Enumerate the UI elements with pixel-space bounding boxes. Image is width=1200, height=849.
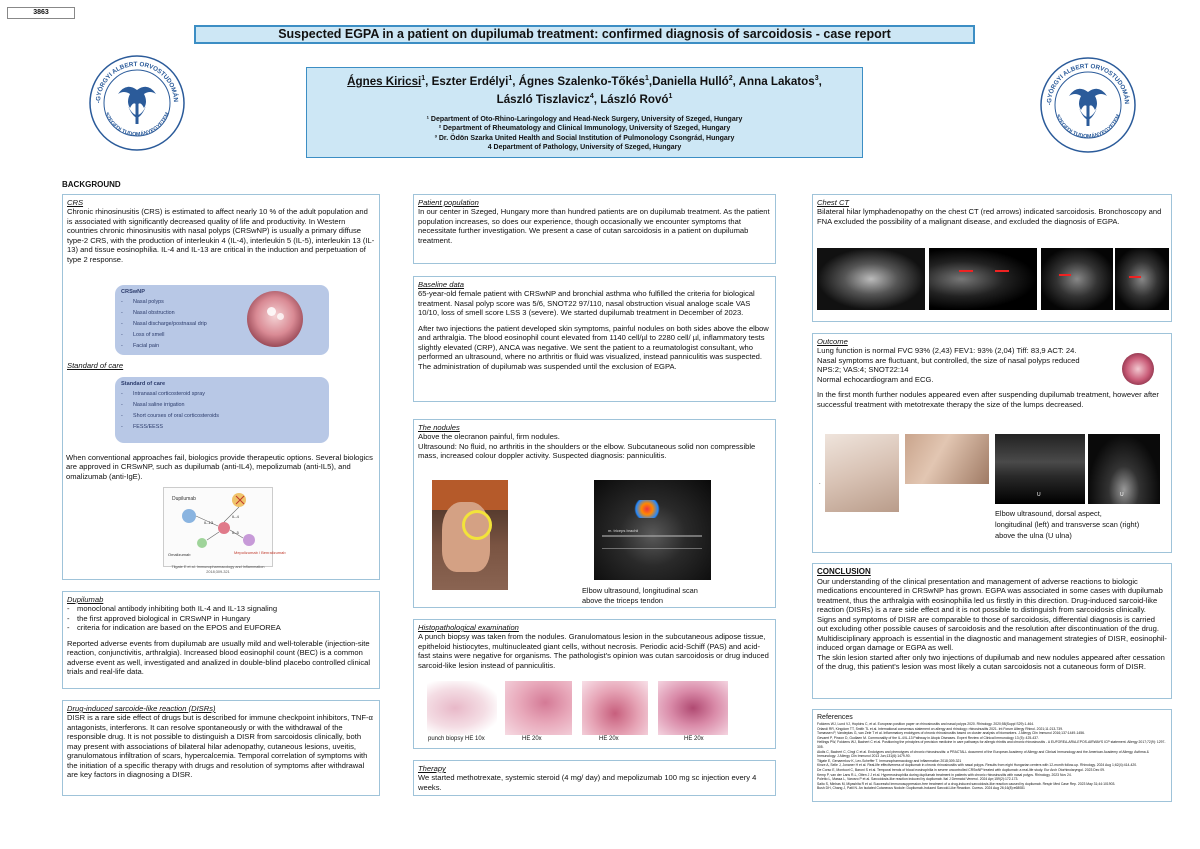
nodules-caption-1: Elbow ultrasound, longitudinal scan xyxy=(582,586,698,595)
outcome-line: Nasal symptoms are fluctuant, but controlled, the size of nasal polyps reduced xyxy=(817,355,1080,365)
histology-image-4 xyxy=(658,681,728,735)
ulna-label: U xyxy=(1037,492,1041,498)
label-il5: IL-5 xyxy=(232,530,239,535)
reference: Fokkens WJ, Lund VJ, Hopkins C, et al. European position paper on rhinosinusitis and nasal polyps 2020. Rhinology. 2020;58(Suppl S29):1-464. xyxy=(817,722,1035,726)
outcome-line: Normal echocardiogram and ECG. xyxy=(817,374,934,384)
nodules-text: Above the olecranon painful, firm nodules. xyxy=(418,432,560,442)
histology-image-3 xyxy=(582,681,648,735)
therapy-heading: Therapy xyxy=(418,764,446,773)
reference: Orlandi RR, Kingdom TT, Smith TL et al. International consensus statement on allergy and rhinology: rhinosinusitis 2021. Int Forum Allergy Rhinol. 2021;11:213-739. xyxy=(817,726,1064,731)
author-sep: , xyxy=(818,74,822,88)
arm-photo-2 xyxy=(905,434,989,484)
reference: Tilgate E, Genaemkov K, Lex-Scheffer T. Immunopharmacology and inflammation 2018;309-321 xyxy=(817,758,962,763)
sup: 2 xyxy=(728,75,733,82)
sup: 4 xyxy=(589,92,594,100)
dupilumab-heading: Dupilumab xyxy=(67,595,104,604)
affiliation: ¹ Department of Oto-Rhino-Laringology and Head-Neck Surgery, University of Szeged, Hungary xyxy=(426,115,743,123)
chest-ct-text: Bilateral hilar lymphadenopathy on the chest CT (red arrows) indicated sarcoidosis. Bronchoscopy and FNA excluded the possibility of a malignant disease, and excluded the diagnosis of EGPA. xyxy=(817,207,1162,226)
histology-image-2 xyxy=(505,681,572,735)
crswnp-item: - Nasal obstruction xyxy=(121,310,323,316)
endoscopy-image xyxy=(1122,353,1154,385)
author-3: , Ágnes Szalenko-Tőkés xyxy=(512,74,645,88)
therapy-box xyxy=(413,760,776,796)
population-text: In our center in Szeged, Hungary more than hundred patients are on dupilumab treatment. As the patient population increases, so does our experience, though occasionally we encounter symptoms that necessitate further investigation. We present a case of cutan sarcoidosis in a patient on dupilumab treatment. xyxy=(418,207,770,245)
soc-item: - Short courses of oral corticosteroids xyxy=(121,413,323,419)
ct-image-3 xyxy=(1041,248,1113,310)
crswnp-item: - Nasal discharge/postnasal drip xyxy=(121,321,323,327)
sup: 1 xyxy=(421,75,426,82)
reference: De Corso E, Montuori C, Baroni S et al. Temporal trends of blood eosinophilia in severe uncontrolled CRSwNP treated with dupilumab: a real-life study. Eur Arch Otorhinolaryngol. 2023 Dec 09. xyxy=(817,767,1105,772)
label-omalizumab: Omalizumab xyxy=(168,552,191,557)
affiliations xyxy=(307,115,862,153)
arm-photo-1 xyxy=(825,434,899,512)
poster-id: 3863 xyxy=(7,7,75,19)
outcome-caption: Elbow ultrasound, dorsal aspect, xyxy=(995,509,1102,518)
reference: Hellings PW, Fokkens WJ, Bachert C et al. Positioning the principles of precision medicine in care pathways for allergic rhinitis and chronic rhinosinusitis - A EUFOREA-ARIA-EPOS-AIRWAYS ICP statement. Allergy 2017;72(9): 1297-305. xyxy=(817,740,1166,749)
dupilumab-box xyxy=(62,591,380,689)
dupilumab-item: - monoclonal antibody inhibiting both IL-4 and IL-13 signaling xyxy=(67,604,375,613)
logo-text-top: -GYÖRGYI ALBERT ORVOSTUDOMÁN xyxy=(94,60,180,104)
crswnp-item: - Loss of smell xyxy=(121,332,323,338)
label-mepolizumab: Mepolizumab / Benralizumab xyxy=(234,550,286,555)
reference: Gevaert P, Pinzon D, Gudlaen M. Commonality of the IL-4/IL-13 Pathway in Atopic Diseases. Expert Review of Clinical Immunology 13 (5): 425-437. xyxy=(817,735,1039,740)
label-il4: IL-4 xyxy=(232,514,239,519)
poster-title: Suspected EGPA in a patient on dupilumab treatment: confirmed diagnosis of sarcoidosis - case report xyxy=(194,25,975,44)
crswnp-item: - Facial pain xyxy=(121,343,323,349)
population-box xyxy=(413,194,776,264)
university-logo-right xyxy=(1039,56,1137,154)
histo-text: A punch biopsy was taken from the nodules. Granulomatous lesion in the subcutaneous adipose tissue, epitheloid histiocytes, multinucleated giant cells, without necrosis. Periodic acid-Schiff (PAS) and acid-fast stains were negative for organisms. The pathologist's opinion was cutan sarcoidosis or drug induced sarcoid-like lesion instead of panniculitis. xyxy=(418,632,769,670)
soc-item: - Intranasal corticosteroid spray xyxy=(121,391,323,397)
conclusion-text: Our understanding of the clinical presentation and management of adverse reactions to biologic medications encountered in CRSwNP has grown. EGPA was associated in some cases with dupilumab treatment, thus the arthralgia with eosinophilia led us firstly in this direction. Drug-induced sarcoid-like reaction (DISRs) is a rare side effect and it is not possible to distinguish from sarcoidosis clinically. Signs and symptoms of DISR are comparable to those of sarcoidosis, differential diagnosis is carried out excluding other possible causes of sarcoidosis and the resolution after discontinuation of the drug. Multidisciplinary approach is essential in the diagnostic and management strategies of DISR, eosinophil-induced organ damage or EGPA as well. xyxy=(817,577,1167,653)
authors-line-1 xyxy=(307,72,862,89)
outcome-text-2: In the first month further nodules appeared even after suspending dupilumab treatment, however after successful treatment with metotrexate therapy the size of the lumps decreased. xyxy=(817,390,1159,409)
label-dupilumab: Dupilumab xyxy=(172,496,196,502)
sup: 3 xyxy=(814,75,819,82)
authors-box xyxy=(306,67,863,158)
background-heading: BACKGROUND xyxy=(62,180,121,189)
ct-image-4 xyxy=(1115,248,1169,310)
author-7: László Tiszlavicz xyxy=(496,92,590,106)
therapy-text: We started methotrexate, systemic steroid (4 mg/ day) and mepolizumab 100 mg sc injection every 4 weeks. xyxy=(418,773,757,792)
soc-title: Standard of care xyxy=(121,381,166,387)
reference: Kinze A, Selle J, Jonaner H et al. Real-life effectiveness of dupilumab in chronic rhinosinusitis with nasal polyps. Results from eight Hungarian centers with 12-month follow-up. Rhinology. 2024 Aug 1;62(4):414-420. xyxy=(817,763,1138,768)
references-heading: References xyxy=(817,714,853,721)
reference: Tomassen P, Vandeplas G, van Zele T et al. Inflammatory endotypes of chronic rhinosinusitis based on cluster analysis of biomarkers. J Allergy Clin Immunol 2016;137:1449-1456. xyxy=(817,731,1085,736)
histology-image-1 xyxy=(427,681,497,735)
crswnp-title: CRSwNP xyxy=(121,289,145,295)
references-box xyxy=(812,709,1172,802)
disr-text: DISR is a rare side effect of drugs but is described for immune checkpoint inhibitors, TNF-α antagonists, interferons. It can resolve spontaneously or with the withdrawal of the responsible drug. It is not possible to distinguish a DISR from sarcoidosis clinically, both may present with associations of bilateral hilar adenopathy, cutaneous lesions, uveitis, granulomatous infiltration of scars, hypercalcemia. Temporal correlation of symptoms with the initiation of a specific therapy with drugs and resolution of symptoms after withdrawal are key factors in diagnosing a DISR. xyxy=(67,713,373,780)
baseline-heading: Baseline data xyxy=(418,280,465,289)
ct-image-1 xyxy=(817,248,925,310)
chest-ct-heading: Chest CT xyxy=(817,198,850,207)
histo-caption: HE 20x xyxy=(522,736,542,742)
ulna-ultrasound-right xyxy=(1088,434,1160,504)
disr-box xyxy=(62,700,380,796)
histo-caption: HE 20x xyxy=(599,736,619,742)
histo-caption: punch biopsy HE 10x xyxy=(428,736,485,742)
nodules-heading: The nodules xyxy=(418,423,460,432)
us-label: m. triceps brachii xyxy=(608,528,639,533)
dupilumab-item: - the first approved biological in CRSwNP in Hungary xyxy=(67,614,375,623)
soc-heading: Standard of care xyxy=(67,361,124,370)
disr-heading: Drug-induced sarcoide-like reaction (DISRs) xyxy=(67,704,216,713)
logo-text-top: -GYÖRGYI ALBERT ORVOSTUDOMÁN xyxy=(1045,62,1131,106)
sup: 1 xyxy=(668,92,673,100)
author-5: , Anna Lakatos xyxy=(732,74,815,88)
baseline-text-2: After two injections the patient developed skin symptoms, painful nodules on both sides above the elbow and arthralgia. The blood eosinophil count elevated from 1140 cell/µl to 2280 cell/ µl, inflammatory tests slightly elevated (CRP), ANCA was negative. We sent the patient to a reumatologist consultant, who performed an ultrasound, where no arthritis or fluid was visualized, instead panniculitis was suspected. The administration of dupilumab was suspended until the exclusion of EGPA. xyxy=(418,323,769,371)
histo-caption: HE 20x xyxy=(684,736,704,742)
nodules-caption-2: above the triceps tendon xyxy=(582,596,663,605)
dupilumab-text: Reported adverse events from dupilumab are usually mild and well-tolerable (injection-site reaction, conjunctivitis, arthralgia). Increased blood eosinophil count (BEC) is a common adverse event as well, investigated and analized in double-blind placebo controlled clinical trials and real-life data. xyxy=(67,638,371,677)
outcome-dot: . xyxy=(819,480,821,486)
nodules-ultrasound-text: Ultrasound: No fluid, no arthritis in the shoulders or the elbow. Subcutaneous solid non compressible mass, increased colour doppler activity. Suspected diagnosis: panniculitis. xyxy=(418,441,756,461)
crs-text-2: When conventional approaches fail, biologics provide therapeutic options. Several biologics are approved in CRSwNP, such as dupilumab (anti-IL4), mepolizumab (anti-IL5), and omalizumab (anti-IgE). xyxy=(66,453,373,481)
dupilumab-item: - criteria for indication are based on the EPOS and EUFOREA xyxy=(67,623,375,632)
conclusion-box xyxy=(812,563,1172,699)
outcome-caption: above the ulna (U ulna) xyxy=(995,531,1072,540)
affiliation: ² Department of Rheumatology and Clinical Immunology, University of Szeged, Hungary xyxy=(438,125,731,133)
logo-text-bottom: SZEGEDI TUDOMÁNYEGYETEM xyxy=(103,111,171,138)
author-8: , László Rovó xyxy=(593,92,669,106)
outcome-heading: Outcome xyxy=(817,337,848,346)
outcome-line: Lung function is normal FVC 93% (2,43) FEV1: 93% (2,04) Tiff: 83,9 ACT: 24. xyxy=(817,346,1077,356)
sup: 1 xyxy=(644,75,649,82)
university-logo-left xyxy=(88,54,186,152)
figure-caption: Tilgate E et al. Immunopharmacology and Inflammation 2018;309-321 xyxy=(171,565,265,574)
biologics-mechanism-figure xyxy=(163,487,286,574)
outcome-line: NPS:2; VAS:4; SNOT22:14 xyxy=(817,365,909,375)
soc-item: - Nasal saline irrigation xyxy=(121,402,323,408)
baseline-box xyxy=(413,276,776,402)
sup: 1 xyxy=(508,75,513,82)
reference: Poletto L, Massa L, Varvaro P et al. Sarcoidosis-like reaction induced by dupilumab. Ital J Dermatol Venerol. 2024 Apr;159(2):172-173. xyxy=(817,777,1019,782)
reference: Kemp P, van der Lans R-L, Otten J J et al. Hypereosinophilia during dupilumab treatment in patients with chronic rhinosinusitis with nasal polyps. Rhinology. 2023 Nov 24. xyxy=(817,772,1072,777)
population-heading: Patient population xyxy=(418,198,479,207)
baseline-text-1: 65-year-old female patient with CRSwNP and bronchial asthma who fulfilled the criteria for biological treatment. Nasal polyp score was 5/6, SNOT22 97/110, nasal obstruction visual analoge scale VAS 10/10, loss of smell score LSS 3 (severe). We started dupilumab treatment in December of 2023. xyxy=(418,289,755,318)
author-4: ,Daniella Hulló xyxy=(648,74,729,88)
outcome-caption: longitudinal (left) and transverse scan (right) xyxy=(995,520,1140,529)
logo-text-bottom: SZEGEDI TUDOMÁNYEGYETEM xyxy=(1054,113,1122,140)
elbow-ultrasound-image xyxy=(594,480,711,580)
soc-item: - FESS/EESS xyxy=(121,424,323,430)
soc-box xyxy=(115,377,329,443)
ulna-ultrasound-left xyxy=(995,434,1085,504)
crs-heading: CRS xyxy=(67,198,84,207)
crswnp-item: - Nasal polyps xyxy=(121,299,323,305)
author-1: Ágnes Kiricsi xyxy=(347,74,422,88)
affiliation: 4 Department of Pathology, University of Szeged, Hungary xyxy=(487,144,682,152)
ct-image-2 xyxy=(929,248,1037,310)
reference: Bush DH, Chang J, Patil N. An Isolated Cutaneous Nodule: Dupilumab-Induced Sarcoid-Like Reaction. Cureus. 2024 Aug 26;16(8):e68081 xyxy=(817,786,1025,791)
nasal-polyp-photo xyxy=(247,291,303,347)
reference: Akdis C, Bachert C, Cingi C et al. Endotypes and phenotypes of chronic rhinosinusitis: a PRACTALL document of the European Academy of Allergy and Clinical Immunology and the American Academy of Allergy, Asthma & Immunology. J Allergy Clin Immunol 2013 Jun;131(6):1479-90. xyxy=(817,749,1149,759)
authors-line-2 xyxy=(307,89,862,108)
reference: Saito S, Minhas M, Miyashita R et al. Successful immunosuppression-free treatment of a drug-induced sarcoidosis-like reaction caused by dupilumab. Respir Med Case Rep. 2023 May 31;44:101903. xyxy=(817,781,1116,786)
affiliation: ³ Dr. Ödön Szarka United Health and Social Institution of Pulmonology Csongrád, Hungary xyxy=(434,134,735,142)
label-il13: IL-13 xyxy=(204,520,214,525)
author-2: , Eszter Erdélyi xyxy=(425,74,509,88)
crs-text: Chronic rhinosinusitis (CRS) is estimated to affect nearly 10 % of the adult population and is associated with significantly decreased quality of life and productivity. In Western countries chronic rhinosinusitis with nasal polyps (CRSwNP) is usually a primary diffuse type-2 CRS, with the production of interleukin 4 (IL-4), interleukin 5 (IL-5), interleukin 13 (IL-13) and tissue eosinophilia. IL-4 and IL-13 are critical in the induction and perpetuation of type 2 response. xyxy=(67,207,375,264)
conclusion-text-2: The skin lesion started after only two injections of dupilumab and new nodules appeared after cessation of the drug, this patient's lesion was most likely a cutan sarcoidosis not a cutaneous form of DISR. xyxy=(817,652,1165,672)
conclusion-heading: CONCLUSION xyxy=(817,567,871,576)
histo-heading: Histopathological examination xyxy=(418,623,519,632)
elbow-nodule-photo xyxy=(432,480,508,590)
ulna-label: U xyxy=(1120,492,1124,498)
